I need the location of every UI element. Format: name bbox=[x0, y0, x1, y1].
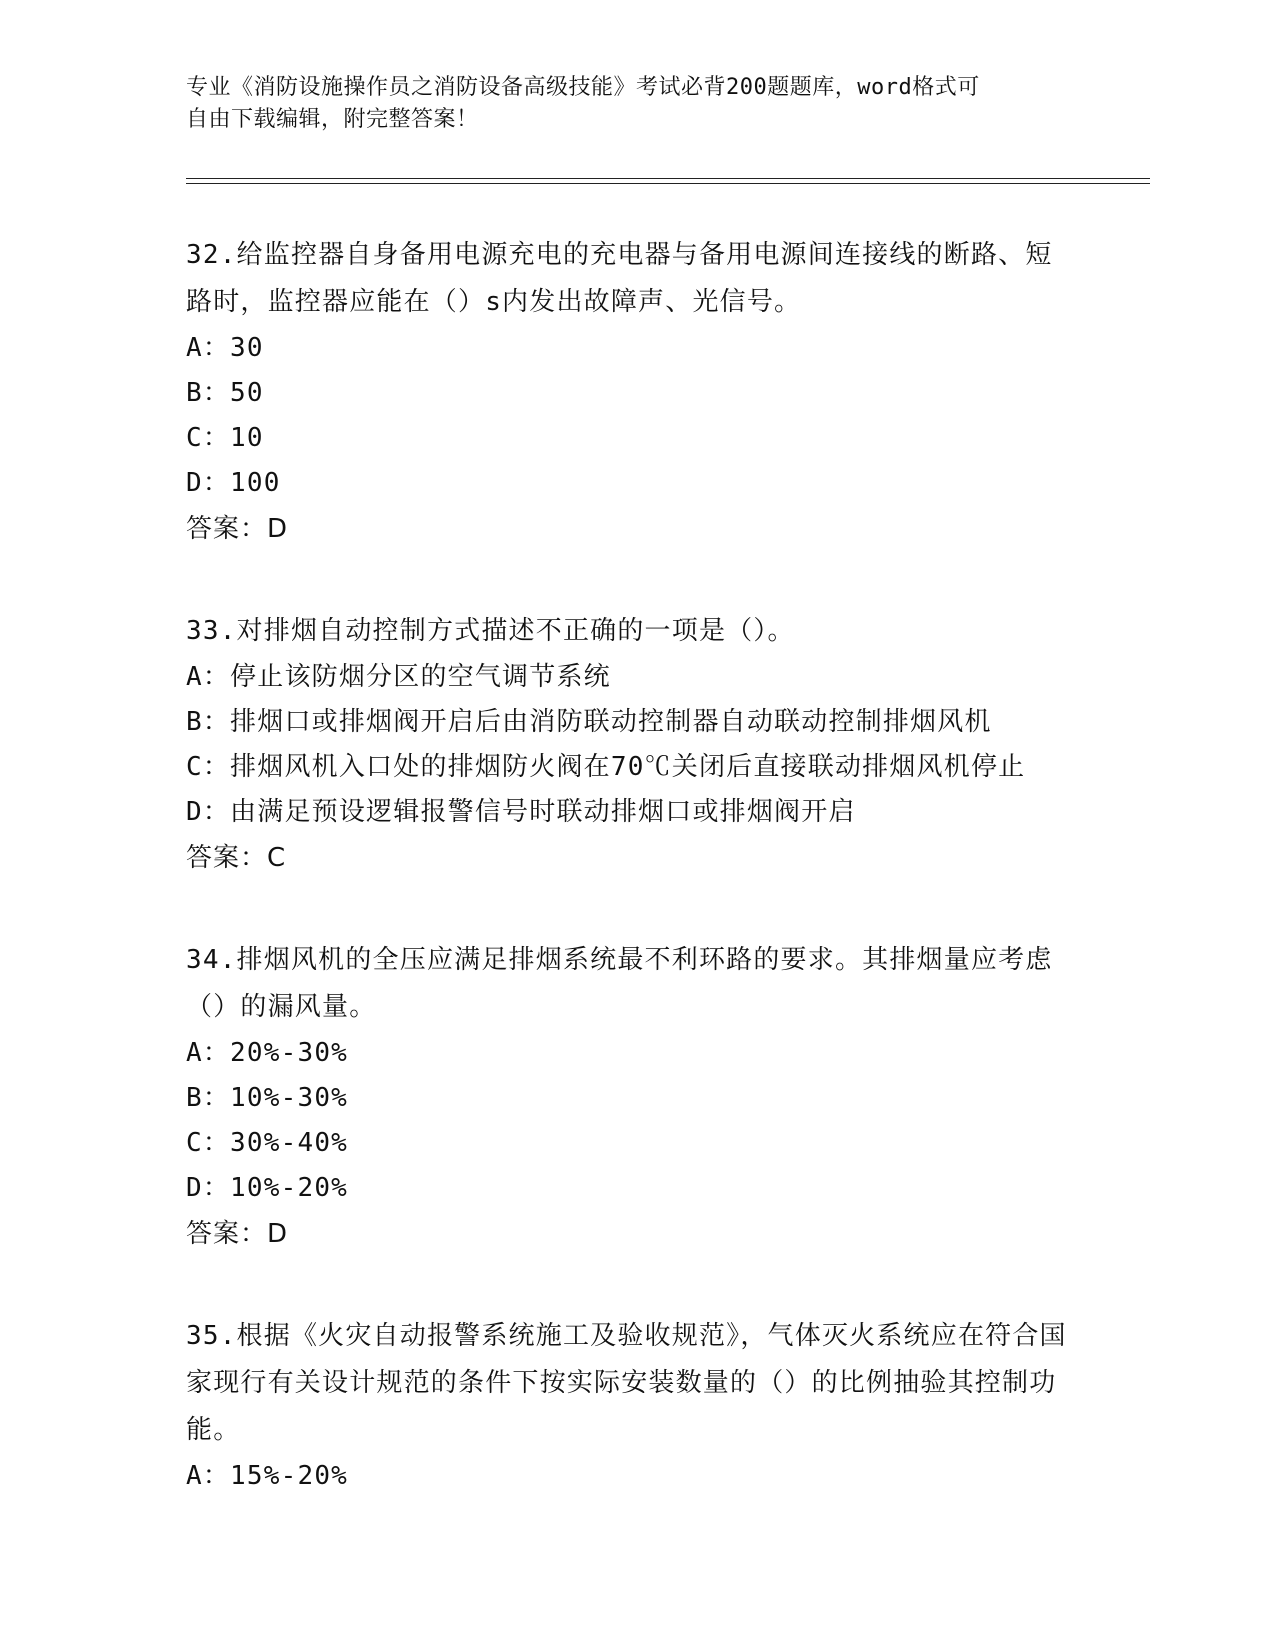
question-stem: 34.排烟风机的全压应满足排烟系统最不利环路的要求。其排烟量应考虑（）的漏风量。 bbox=[186, 945, 1053, 1022]
option-d: D：10%-20% bbox=[186, 1173, 349, 1203]
option-c: C：10 bbox=[186, 423, 264, 453]
question-stem: 35.根据《火灾自动报警系统施工及验收规范》，气体灭火系统应在符合国家现行有关设计规范的条件下按实际安装数量的（）的比例抽验其控制功能。 bbox=[186, 1321, 1067, 1445]
header-divider-top bbox=[186, 178, 1150, 179]
question-stem: 33.对排烟自动控制方式描述不正确的一项是（）。 bbox=[186, 616, 795, 646]
option-b: B：50 bbox=[186, 378, 264, 408]
question-34 bbox=[186, 937, 1186, 1257]
question-32 bbox=[186, 232, 1186, 552]
option-d: D：由满足预设逻辑报警信号时联动排烟口或排烟阀开启 bbox=[186, 797, 856, 827]
answer-line: 答案：C bbox=[186, 843, 287, 873]
document-header bbox=[186, 72, 1066, 136]
question-stem: 32.给监控器自身备用电源充电的充电器与备用电源间连接线的断路、短路时，监控器应能在（）s内发出故障声、光信号。 bbox=[186, 240, 1053, 317]
option-a: A：15%-20% bbox=[186, 1461, 349, 1491]
option-c: C：30%-40% bbox=[186, 1128, 349, 1158]
answer-line: 答案：D bbox=[186, 514, 289, 544]
question-35 bbox=[186, 1313, 1186, 1499]
option-a: A：30 bbox=[186, 333, 264, 363]
option-b: B：10%-30% bbox=[186, 1083, 349, 1113]
header-line-2: 自由下载编辑，附完整答案！ bbox=[186, 107, 479, 132]
header-line-1: 专业《消防设施操作员之消防设备高级技能》考试必背200题题库，word格式可 bbox=[186, 75, 980, 100]
answer-line: 答案：D bbox=[186, 1219, 289, 1249]
option-a: A：停止该防烟分区的空气调节系统 bbox=[186, 662, 611, 692]
option-a: A：20%-30% bbox=[186, 1038, 349, 1068]
option-c: C：排烟风机入口处的排烟防火阀在70℃关闭后直接联动排烟风机停止 bbox=[186, 752, 1026, 782]
option-b: B：排烟口或排烟阀开启后由消防联动控制器自动联动控制排烟风机 bbox=[186, 707, 992, 737]
header-divider-bottom bbox=[186, 183, 1150, 184]
question-list bbox=[186, 232, 1186, 1555]
question-33 bbox=[186, 608, 1186, 881]
option-d: D：100 bbox=[186, 468, 281, 498]
